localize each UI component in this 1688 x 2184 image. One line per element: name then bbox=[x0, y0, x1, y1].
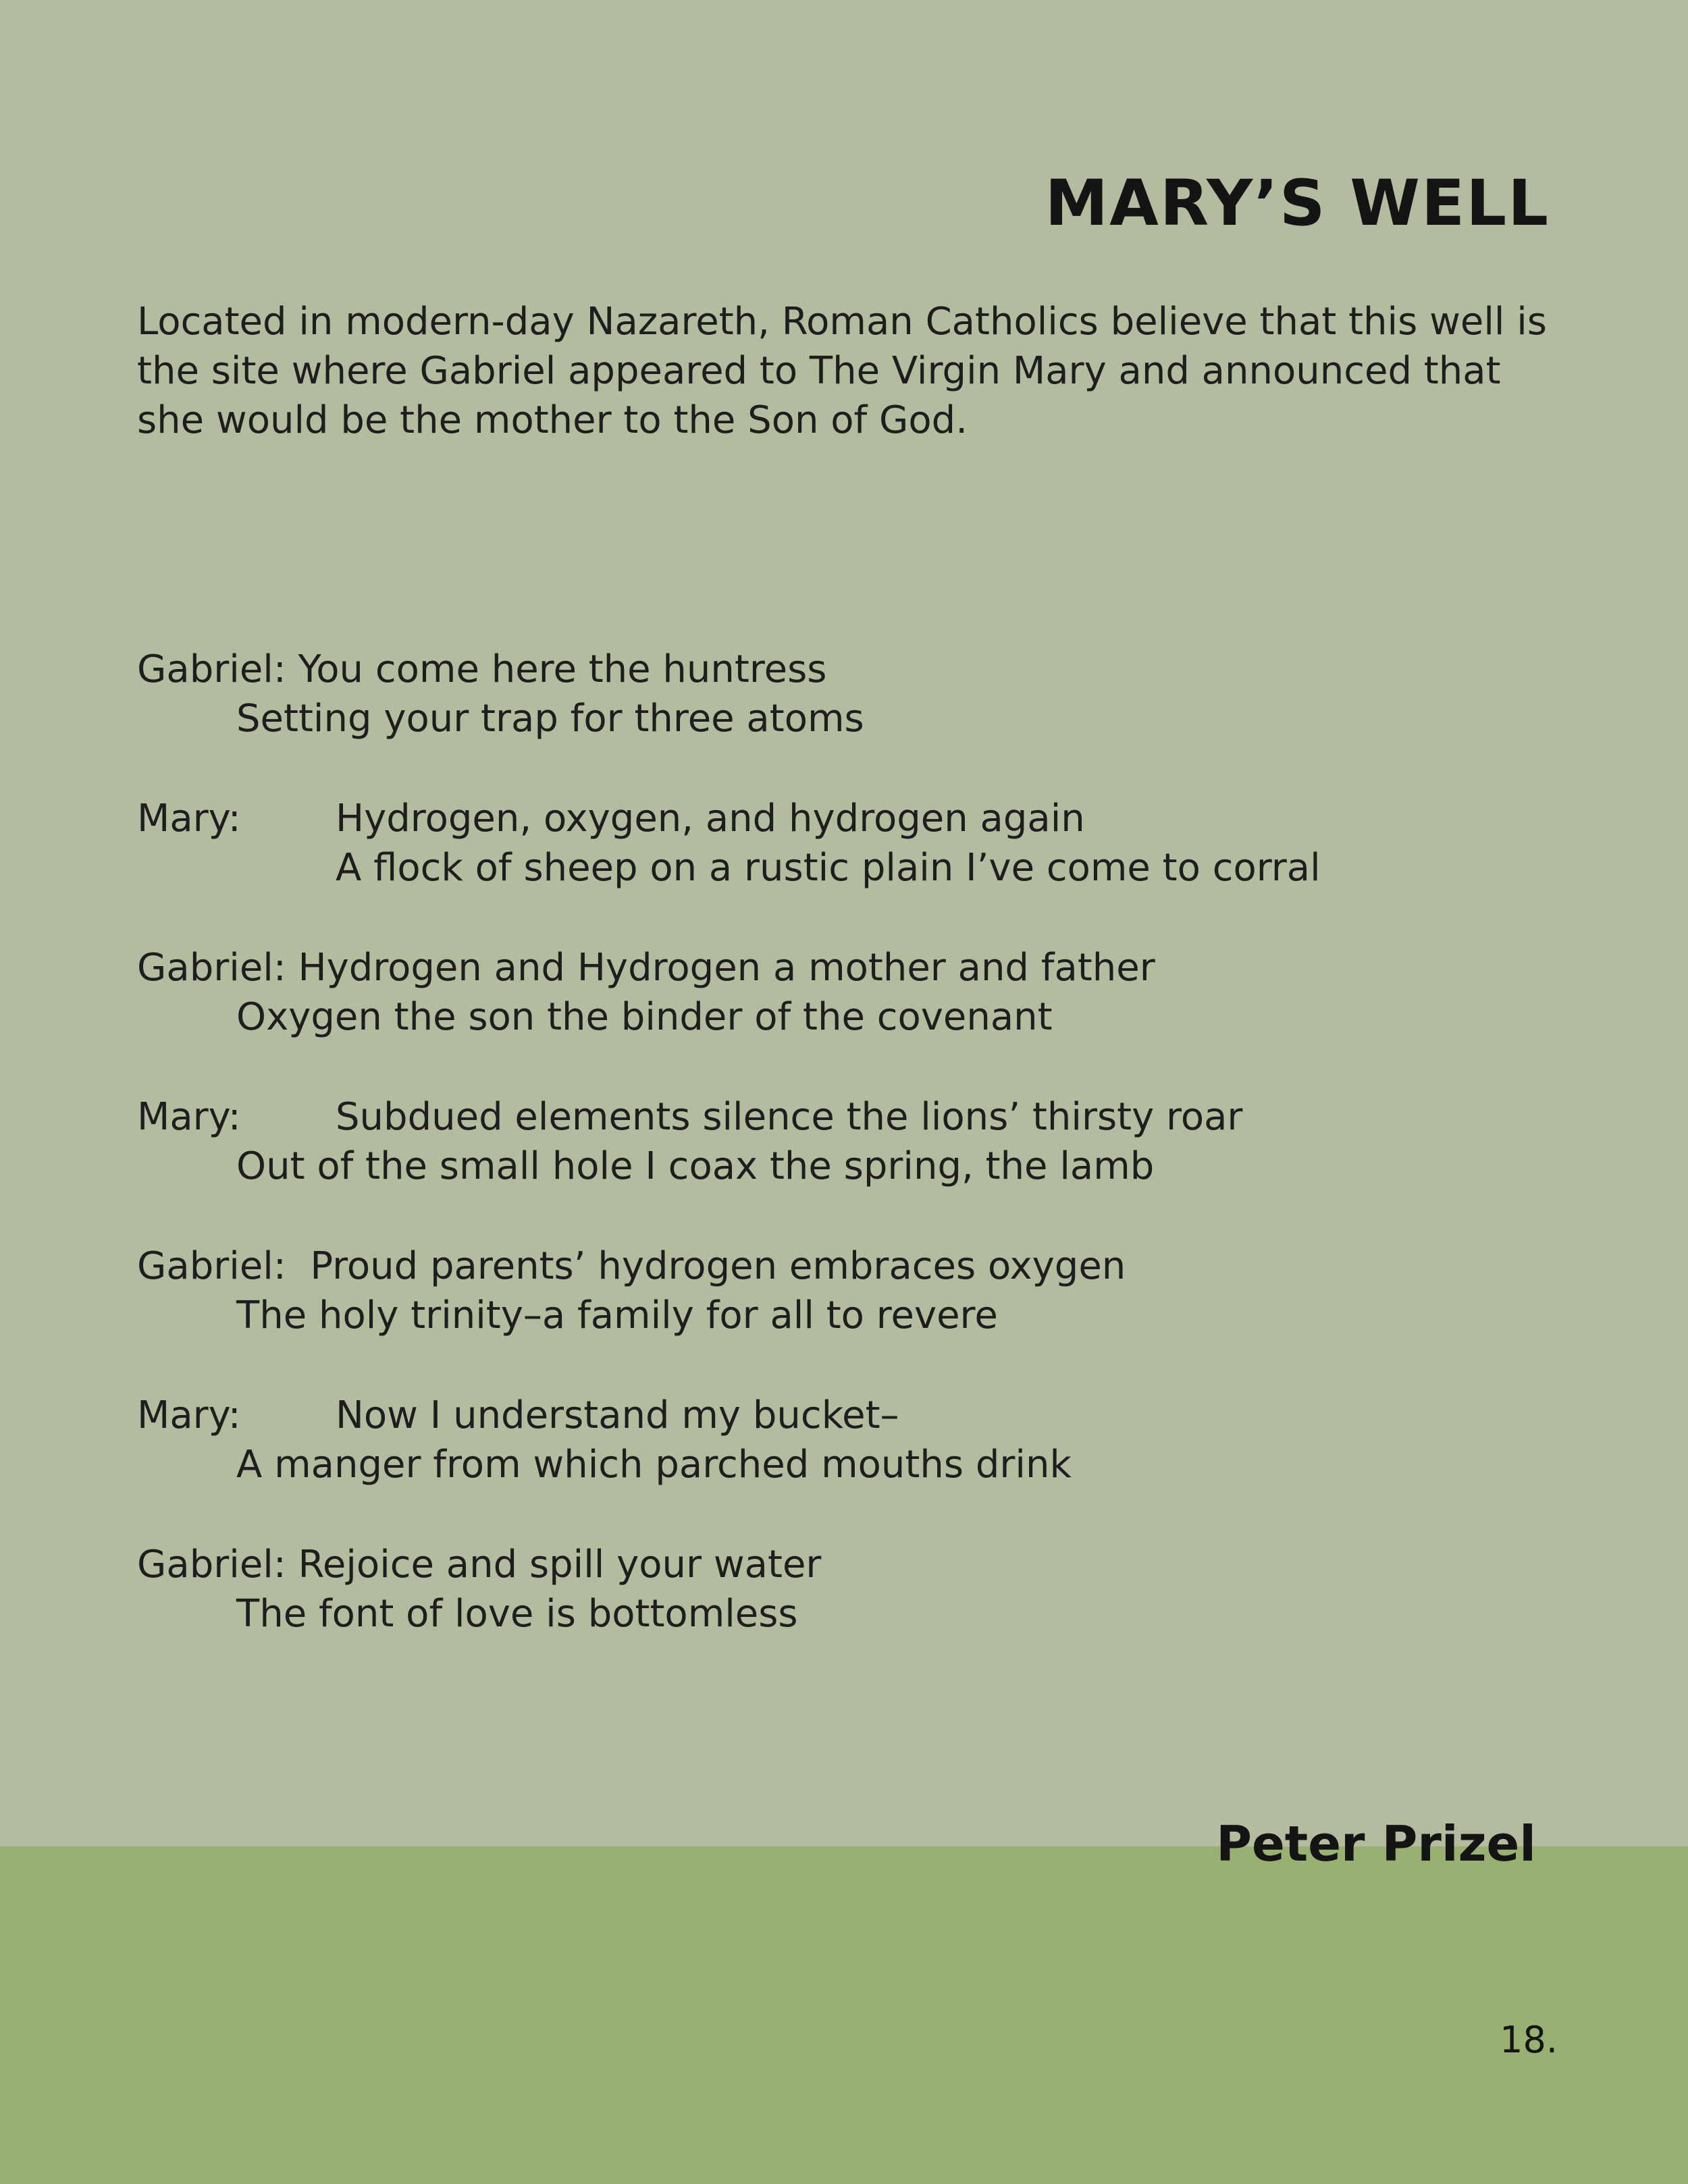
page-footer-band bbox=[0, 1846, 1688, 2184]
poem-stanza bbox=[137, 794, 1555, 893]
speaker-label: Mary: bbox=[137, 797, 241, 841]
intro-paragraph: Located in modern-day Nazareth, Roman Catholics believe that this well is the site where Gabriel appeared to The Virgin Mary and announced that she would be the mother to the Son of God. bbox=[137, 300, 1547, 442]
poem-line: Oxygen the son the binder of the covenant bbox=[236, 995, 1053, 1039]
poem-line bbox=[137, 645, 1555, 694]
poem-line bbox=[137, 1540, 1555, 1589]
poem-stanza bbox=[137, 1092, 1555, 1191]
speaker-label: Gabriel: bbox=[137, 946, 286, 990]
poem-text: You come here the huntress bbox=[286, 647, 827, 691]
poem-stanza bbox=[137, 943, 1555, 1042]
poem-line: The holy trinity–a family for all to revere bbox=[236, 1294, 998, 1337]
speaker-label: Mary: bbox=[137, 1393, 241, 1437]
poem-text: Subdued elements silence the lions’ thirsty roar bbox=[336, 1095, 1243, 1139]
poem-stanza bbox=[137, 1242, 1555, 1340]
poem-text: Hydrogen and Hydrogen a mother and father bbox=[286, 946, 1155, 990]
poem-line bbox=[137, 1092, 1555, 1142]
page-number: 18. bbox=[1500, 2019, 1558, 2061]
poem-line bbox=[137, 1391, 1555, 1440]
poem-stanza bbox=[137, 645, 1555, 743]
speaker-label: Gabriel: bbox=[137, 1543, 286, 1587]
speaker-label: Gabriel: bbox=[137, 647, 286, 691]
author-name: Peter Prizel bbox=[1216, 1815, 1536, 1872]
poem-text: Hydrogen, oxygen, and hydrogen again bbox=[336, 797, 1085, 841]
speaker-label: Mary: bbox=[137, 1095, 241, 1139]
poem-line: The font of love is bottomless bbox=[236, 1592, 798, 1636]
poem-stanza bbox=[137, 1391, 1555, 1489]
poem-text: Proud parents’ hydrogen embraces oxygen bbox=[286, 1244, 1126, 1288]
poem-line bbox=[137, 1242, 1555, 1291]
poem-text: Now I understand my bucket– bbox=[336, 1393, 899, 1437]
poem-line: A flock of sheep on a rustic plain I’ve come to corral bbox=[336, 846, 1321, 890]
poem-line bbox=[137, 943, 1555, 992]
poem-line: A manger from which parched mouths drink bbox=[236, 1443, 1072, 1487]
poem-line: Out of the small hole I coax the spring, the lamb bbox=[236, 1144, 1155, 1188]
poem-line: Setting your trap for three atoms bbox=[236, 697, 864, 741]
poem-line bbox=[137, 794, 1555, 843]
poem bbox=[137, 645, 1555, 1689]
speaker-label: Gabriel: bbox=[137, 1244, 286, 1288]
page-title: MARY’S WELL bbox=[1045, 167, 1550, 240]
poem-stanza bbox=[137, 1540, 1555, 1639]
poem-text: Rejoice and spill your water bbox=[286, 1543, 822, 1587]
